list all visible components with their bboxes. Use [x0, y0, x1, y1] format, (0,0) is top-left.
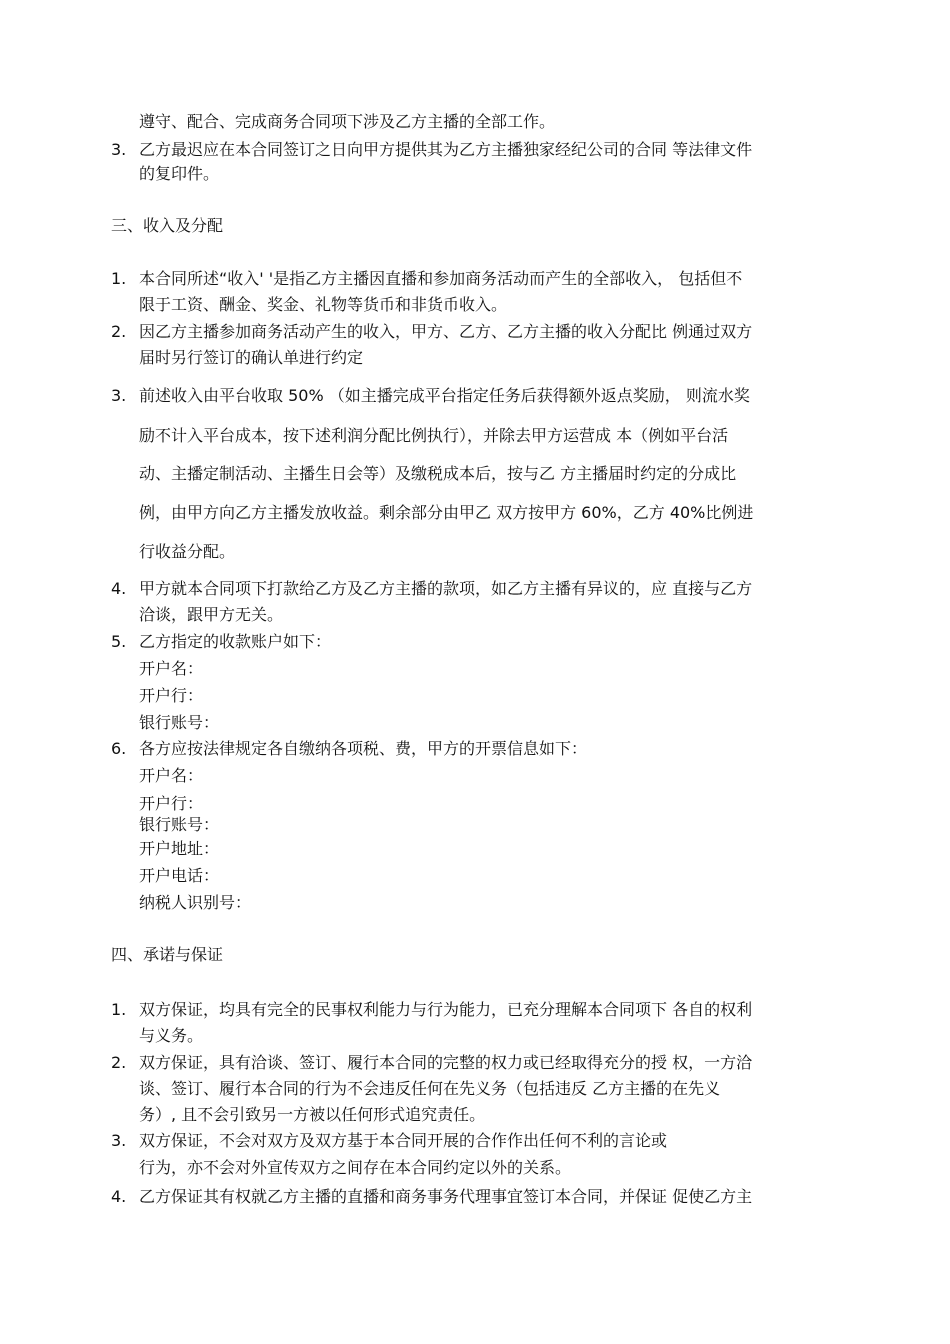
paragraph-line: 各方应按法律规定各自缴纳各项税、费，甲方的开票信息如下： — [139, 739, 588, 758]
list-number: 1. — [111, 1000, 127, 1019]
list-number: 3. — [111, 386, 127, 405]
field-label: 开户电话： — [139, 866, 220, 885]
section-heading: 三、收入及分配 — [111, 216, 224, 235]
field-label: 银行账号： — [139, 815, 220, 834]
paragraph-line: 双方保证，具有洽谈、签订、履行本合同的完整的权力或已经取得充分的授 权，一方洽 — [139, 1053, 753, 1072]
field-label: 开户行： — [139, 794, 204, 813]
paragraph-line: 双方保证，不会对双方及双方基于本合同开展的合作作出任何不利的言论或 — [139, 1131, 668, 1150]
paragraph-line: 行为，亦不会对外宣传双方之间存在本合同约定以外的关系。 — [139, 1158, 572, 1177]
paragraph-line: 动、主播定制活动、主播生日会等）及缴税成本后，按与乙 方主播届时约定的分成比 — [139, 464, 737, 483]
paragraph-line: 谈、签订、履行本合同的行为不会违反任何在先义务（包括违反 乙方主播的在先义 — [139, 1079, 721, 1098]
list-number: 5. — [111, 632, 127, 651]
paragraph-line: 前述收入由平台收取 50% （如主播完成平台指定任务后获得额外返点奖励， 则流水奖 — [139, 386, 750, 405]
paragraph-line: 乙方保证其有权就乙方主播的直播和商务事务代理事宜签订本合同，并保证 促使乙方主 — [139, 1187, 753, 1206]
paragraph-line: 因乙方主播参加商务活动产生的收入，甲方、乙方、乙方主播的收入分配比 例通过双方 — [139, 322, 753, 341]
paragraph-line: 遵守、配合、完成商务合同项下涉及乙方主播的全部工作。 — [139, 112, 556, 131]
list-number: 3. — [111, 1131, 127, 1150]
list-number: 6. — [111, 739, 127, 758]
paragraph-line: 乙方最迟应在本合同签订之日向甲方提供其为乙方主播独家经纪公司的合同 等法律文件 — [139, 140, 753, 159]
paragraph-line: 例，由甲方向乙方主播发放收益。剩余部分由甲乙 双方按甲方 60%，乙方 40%比例进 — [139, 503, 754, 522]
field-label: 纳税人识别号： — [139, 893, 252, 912]
paragraph-line: 双方保证，均具有完全的民事权利能力与行为能力，已充分理解本合同项下 各自的权利 — [139, 1000, 753, 1019]
paragraph-line: 务）, 且不会引致另一方被以任何形式追究责任。 — [139, 1105, 486, 1124]
paragraph-line: 甲方就本合同项下打款给乙方及乙方主播的款项，如乙方主播有异议的，应 直接与乙方 — [139, 579, 753, 598]
paragraph-line: 行收益分配。 — [139, 542, 236, 561]
list-number: 2. — [111, 322, 127, 341]
field-label: 开户地址： — [139, 839, 220, 858]
paragraph-line: 励不计入平台成本，按下述利润分配比例执行），并除去甲方运营成 本（例如平台活 — [139, 426, 729, 445]
paragraph-line: 限于工资、酬金、奖金、礼物等货币和非货币收入。 — [139, 295, 508, 314]
paragraph-line: 本合同所述“收入' '是指乙方主播因直播和参加商务活动而产生的全部收入， 包括但不 — [139, 269, 743, 288]
list-number: 4. — [111, 1187, 127, 1206]
paragraph-line: 洽谈，跟甲方无关。 — [139, 605, 284, 624]
paragraph-line: 的复印件。 — [139, 164, 220, 183]
list-number: 1. — [111, 269, 127, 288]
paragraph-line: 届时另行签订的确认单进行约定 — [139, 348, 364, 367]
field-label: 开户名： — [139, 766, 204, 785]
list-number: 2. — [111, 1053, 127, 1072]
field-label: 银行账号： — [139, 713, 220, 732]
list-number: 4. — [111, 579, 127, 598]
list-number: 3. — [111, 140, 127, 159]
section-heading: 四、承诺与保证 — [111, 945, 224, 964]
field-label: 开户行： — [139, 686, 204, 705]
field-label: 开户名： — [139, 659, 204, 678]
paragraph-line: 与义务。 — [139, 1026, 204, 1045]
paragraph-line: 乙方指定的收款账户如下： — [139, 632, 332, 651]
